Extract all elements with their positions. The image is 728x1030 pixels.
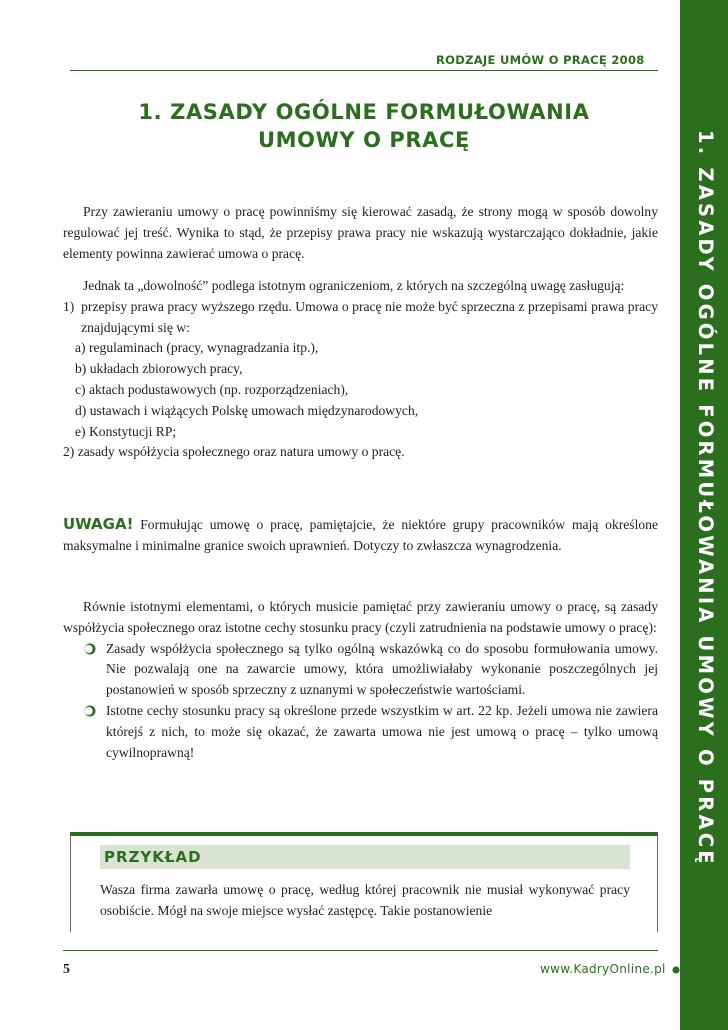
limits-section [63, 276, 658, 463]
bullet-item [63, 701, 658, 763]
warning-label: UWAGA! [63, 515, 134, 533]
list-item-text: aktach podustawowych (np. rozporządzeniach), [88, 381, 349, 397]
side-tab-text: 1. ZASADY OGÓLNE FORMUŁOWANIA UMOWY O PRACĘ [694, 130, 717, 867]
sub-list-item [63, 338, 658, 359]
example-text [100, 879, 630, 921]
page-title [70, 98, 658, 154]
list-marker: c) [75, 381, 86, 397]
sub-list-item [63, 401, 658, 422]
running-header: RODZAJE UMÓW O PRACĘ 2008 [436, 53, 645, 67]
example-label: PRZYKŁAD [100, 845, 630, 869]
list-item-text: ustawach i wiążących Polskę umowach międzynarodowych, [89, 402, 419, 418]
list-item: 2) zasady współżycia społecznego oraz natura umowy o pracę. [63, 444, 405, 460]
warning-note [63, 514, 658, 557]
page-title-line1: 1. ZASADY OGÓLNE FORMUŁOWANIA [138, 100, 590, 124]
warning-paragraph [63, 514, 658, 557]
list-item-text: przepisy prawa pracy wyższego rzędu. Umowa o pracę nie może być sprzeczna z przepisami prawa pracy znajdującymi się w: [81, 298, 658, 335]
paragraph-limits: Jednak ta „dowolność” podlega istotnym ograniczeniom, z których na szczególną uwagę zasługują: [83, 278, 625, 293]
list-item [63, 297, 658, 339]
list-marker: d) [75, 402, 87, 418]
example-paragraph: Wasza firma zawarła umowę o pracę, według której pracownik nie musiał wykonywać pracy osobiście. Mógł na swoje miejsce wysłać zastępcę. Takie postanowienie [100, 882, 630, 918]
warning-text: Formułując umowę o pracę, pamiętajcie, że niektóre grupy pracowników mają określone maksymalne i minimalne granice swoich uprawnień. Dotyczy to zwłaszcza wynagrodzenia. [63, 517, 658, 553]
list-item-text: regulaminach (pracy, wynagradzania itp.), [88, 340, 319, 356]
paragraph-intro: Przy zawieraniu umowy o pracę powinniśmy się kierować zasadą, że strony mogą w sposób dowolny regulować jej treść. Wynika to stąd, że przepisy prawa pracy nie wskazują wystarczająco dokładnie, jakie elementy powinna zawierać umowa o pracę. [63, 204, 658, 261]
sub-list-item [63, 422, 658, 443]
list-marker: 1) [63, 298, 75, 314]
sub-list-item [63, 380, 658, 401]
list-marker: a) [75, 340, 86, 356]
header-rule [70, 70, 658, 71]
page-number: 5 [63, 962, 70, 977]
bullet-text: Istotne cechy stosunku pracy są określone przede wszystkim w art. 22 kp. Jeżeli umowa nie zawiera którejś z nich, to może się okazać, że zawarta umowa nie jest umową o pracę – tylko umową cywilnoprawną! [106, 702, 658, 760]
list-marker: b) [75, 361, 87, 377]
green-dots-icon [670, 963, 728, 977]
list-item-text: Konstytucji RP; [88, 423, 177, 439]
sphere-bullet-icon [84, 701, 106, 763]
sub-list-item [63, 359, 658, 380]
sphere-bullet-icon [84, 639, 106, 701]
page-title-line2: UMOWY O PRACĘ [257, 128, 471, 152]
footer-url: www.KadryOnline.pl [540, 962, 666, 976]
footer-rule [63, 950, 658, 951]
paragraph-elements: Równie istotnymi elementami, o których musicie pamiętać przy zawieraniu umowy o pracę, są zasady współżycia społecznego oraz istotne cechy stosunku pracy (czyli zatrudnienia na podstawie umowy o pracę): [63, 599, 658, 635]
elements-section [63, 597, 658, 763]
list-item-text: układach zbiorowych pracy, [89, 361, 243, 377]
intro-section [63, 202, 658, 264]
list-marker: e) [75, 423, 86, 439]
bullet-item [63, 639, 658, 701]
side-tab-wrap [680, 0, 728, 1030]
bullet-text: Zasady współżycia społecznego są tylko ogólną wskazówką co do sposobu formułowania umowy. Nie pozwalają one na zawarcie umowy, która umożliwiałaby wykonanie poszczególnych jej postanowień w sposób sprzeczny z uznanymi w społeczeństwie wartościami. [106, 640, 658, 698]
